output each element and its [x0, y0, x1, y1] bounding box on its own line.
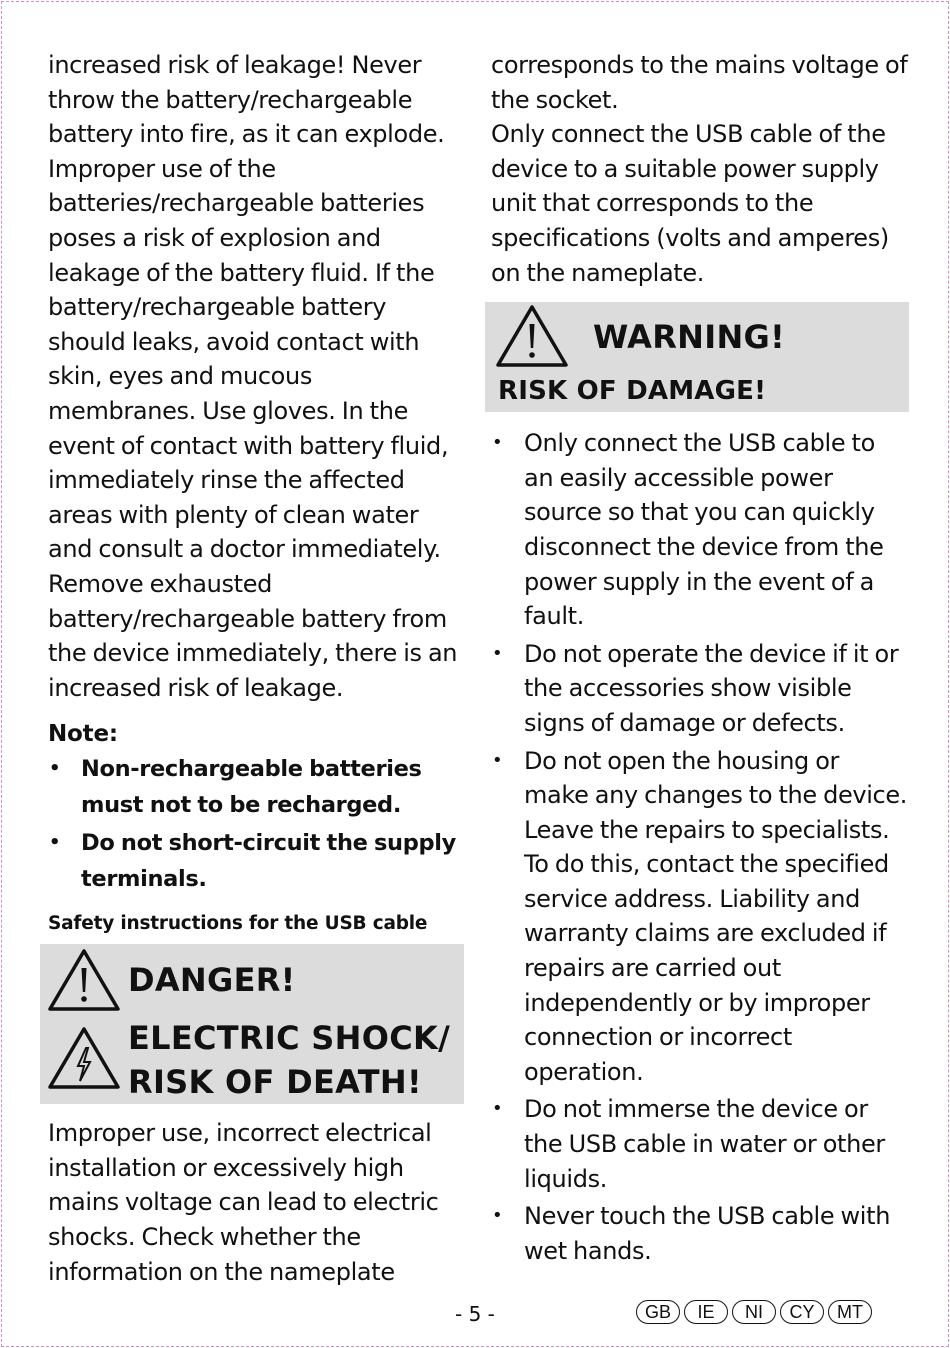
language-badge-cy: CY	[780, 1300, 824, 1324]
battery-warning-text: increased risk of leakage! Never throw the battery/rechargeable battery into fire, as it can explode. Improper use of the batteries/rechargeable batteries poses a risk of explosion and leakage of the battery fluid. If the battery/rechargeable battery should leaks, avoid contact with skin, eyes and mucous membranes. Use gloves. In the event of contact with battery fluid, immediately rinse the affected areas with plenty of clean water and consult a doctor immediately. Remove exhausted battery/rechargeable battery from the device immediately, there is an increased risk of leakage.	[48, 51, 458, 702]
list-item-text: Never touch the USB cable with wet hands.	[524, 1202, 891, 1265]
warning-triangle-icon	[495, 304, 569, 368]
note-item-text: Do not short-circuit the supply terminals.	[81, 830, 456, 893]
bullet-icon: •	[492, 642, 503, 664]
note-list	[48, 751, 460, 897]
bullet-icon: •	[492, 1205, 503, 1227]
danger-title: DANGER!	[128, 961, 296, 1000]
list-item	[491, 637, 909, 741]
danger-subtitle-line1: ELECTRIC SHOCK/	[128, 1019, 451, 1058]
list-item-text: Only connect the USB cable to an easily accessible power source so that you can quickly disconnect the device from the power supply in the event of a fault.	[524, 429, 884, 631]
list-item	[491, 426, 909, 634]
right-column	[491, 48, 909, 1271]
danger-text: Improper use, incorrect electrical installation or excessively high mains voltage can lead to electric shocks. Check whether the information on the nameplate	[48, 1119, 439, 1286]
electric-shock-triangle-icon	[47, 1026, 121, 1090]
bullet-icon: •	[49, 758, 61, 780]
danger-subtitle-line2: RISK OF DEATH!	[128, 1063, 422, 1102]
list-item	[491, 1199, 909, 1268]
list-item-text: Do not operate the device if it or the accessories show visible signs of damage or defects.	[524, 639, 899, 737]
warning-box	[485, 302, 909, 412]
usb-connection-text: Only connect the USB cable of the device to a suitable power supply unit that corresponds to the specifications (volts and amperes) on the nameplate.	[491, 120, 889, 287]
warning-subtitle: RISK OF DAMAGE!	[498, 376, 767, 407]
list-item-text: Do not immerse the device or the USB cable in water or other liquids.	[524, 1095, 885, 1193]
warning-triangle-icon	[47, 948, 121, 1012]
warning-title: WARNING!	[593, 318, 785, 357]
usb-safety-list	[491, 426, 909, 1268]
language-badge-ie: IE	[684, 1300, 728, 1324]
bullet-icon: •	[492, 749, 503, 771]
usb-safety-heading: Safety instructions for the USB cable	[48, 913, 428, 935]
bullet-icon: •	[492, 432, 503, 454]
language-badge-gb: GB	[636, 1300, 680, 1324]
note-title: Note:	[48, 721, 118, 748]
list-item	[491, 744, 909, 1090]
language-badges	[636, 1300, 872, 1324]
mains-voltage-text: corresponds to the mains voltage of the socket.	[491, 51, 908, 114]
danger-box	[40, 944, 464, 1104]
bullet-icon: •	[492, 1098, 503, 1120]
list-item	[48, 751, 460, 823]
language-badge-ni: NI	[732, 1300, 776, 1324]
bullet-icon: •	[49, 832, 61, 854]
page-number: - 5 -	[455, 1302, 495, 1326]
left-column	[48, 48, 460, 1289]
list-item	[491, 1092, 909, 1196]
list-item	[48, 825, 460, 897]
language-badge-mt: MT	[828, 1300, 872, 1324]
note-item-text: Non-rechargeable batteries must not to be recharged.	[81, 756, 422, 819]
list-item-text: Do not open the housing or make any changes to the device. Leave the repairs to specialists. To do this, contact the specified service address. Liability and warranty claims are excluded if repairs are carried out independently or by improper connection or incorrect operation.	[524, 746, 908, 1086]
